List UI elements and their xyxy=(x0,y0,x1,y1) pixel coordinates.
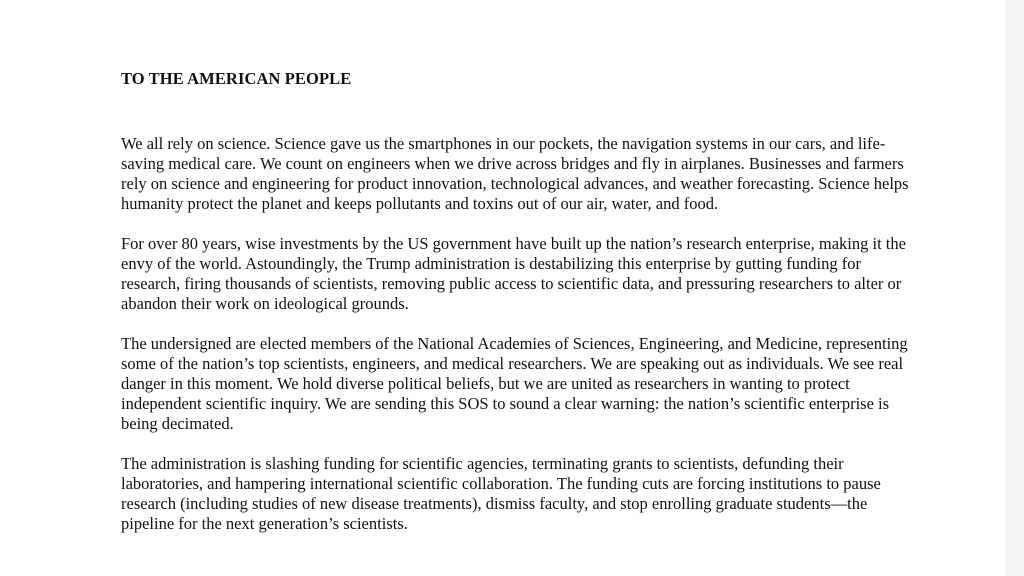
paragraph-2: For over 80 years, wise investments by the US government have built up the nation’s research enterprise, making it the envy of the world. Astoundingly, the Trump administration is destabilizing this enterprise by gutting funding for research, firing thousands of scientists, removing public access to scientific data, and pressuring researchers to alter or abandon their work on ideological grounds. xyxy=(121,234,906,313)
letter-heading: TO THE AMERICAN PEOPLE xyxy=(121,69,352,88)
letter-body xyxy=(121,68,921,554)
paragraph-3: The undersigned are elected members of the National Academies of Sciences, Engineering, and Medicine, representing some of the nation’s top scientists, engineers, and medical researchers. We are speaking out as individuals. We see real danger in this moment. We hold diverse political beliefs, but we are united as researchers in wanting to protect independent scientific inquiry. We are sending this SOS to sound a clear warning: the nation’s scientific enterprise is being decimated. xyxy=(121,334,908,433)
right-edge-gutter xyxy=(1006,0,1024,576)
paragraph-1: We all rely on science. Science gave us the smartphones in our pockets, the navigation systems in our cars, and life-saving medical care. We count on engineers when we drive across bridges and fly in airplanes. Businesses and farmers rely on science and engineering for product innovation, technological advances, and weather forecasting. Science helps humanity protect the planet and keeps pollutants and toxins out of our air, water, and food. xyxy=(121,134,909,213)
paragraph-4: The administration is slashing funding for scientific agencies, terminating grants to scientists, defunding their laboratories, and hampering international scientific collaboration. The funding cuts are forcing institutions to pause research (including studies of new disease treatments), dismiss faculty, and stop enrolling graduate students—the pipeline for the next generation’s scientists. xyxy=(121,454,881,533)
